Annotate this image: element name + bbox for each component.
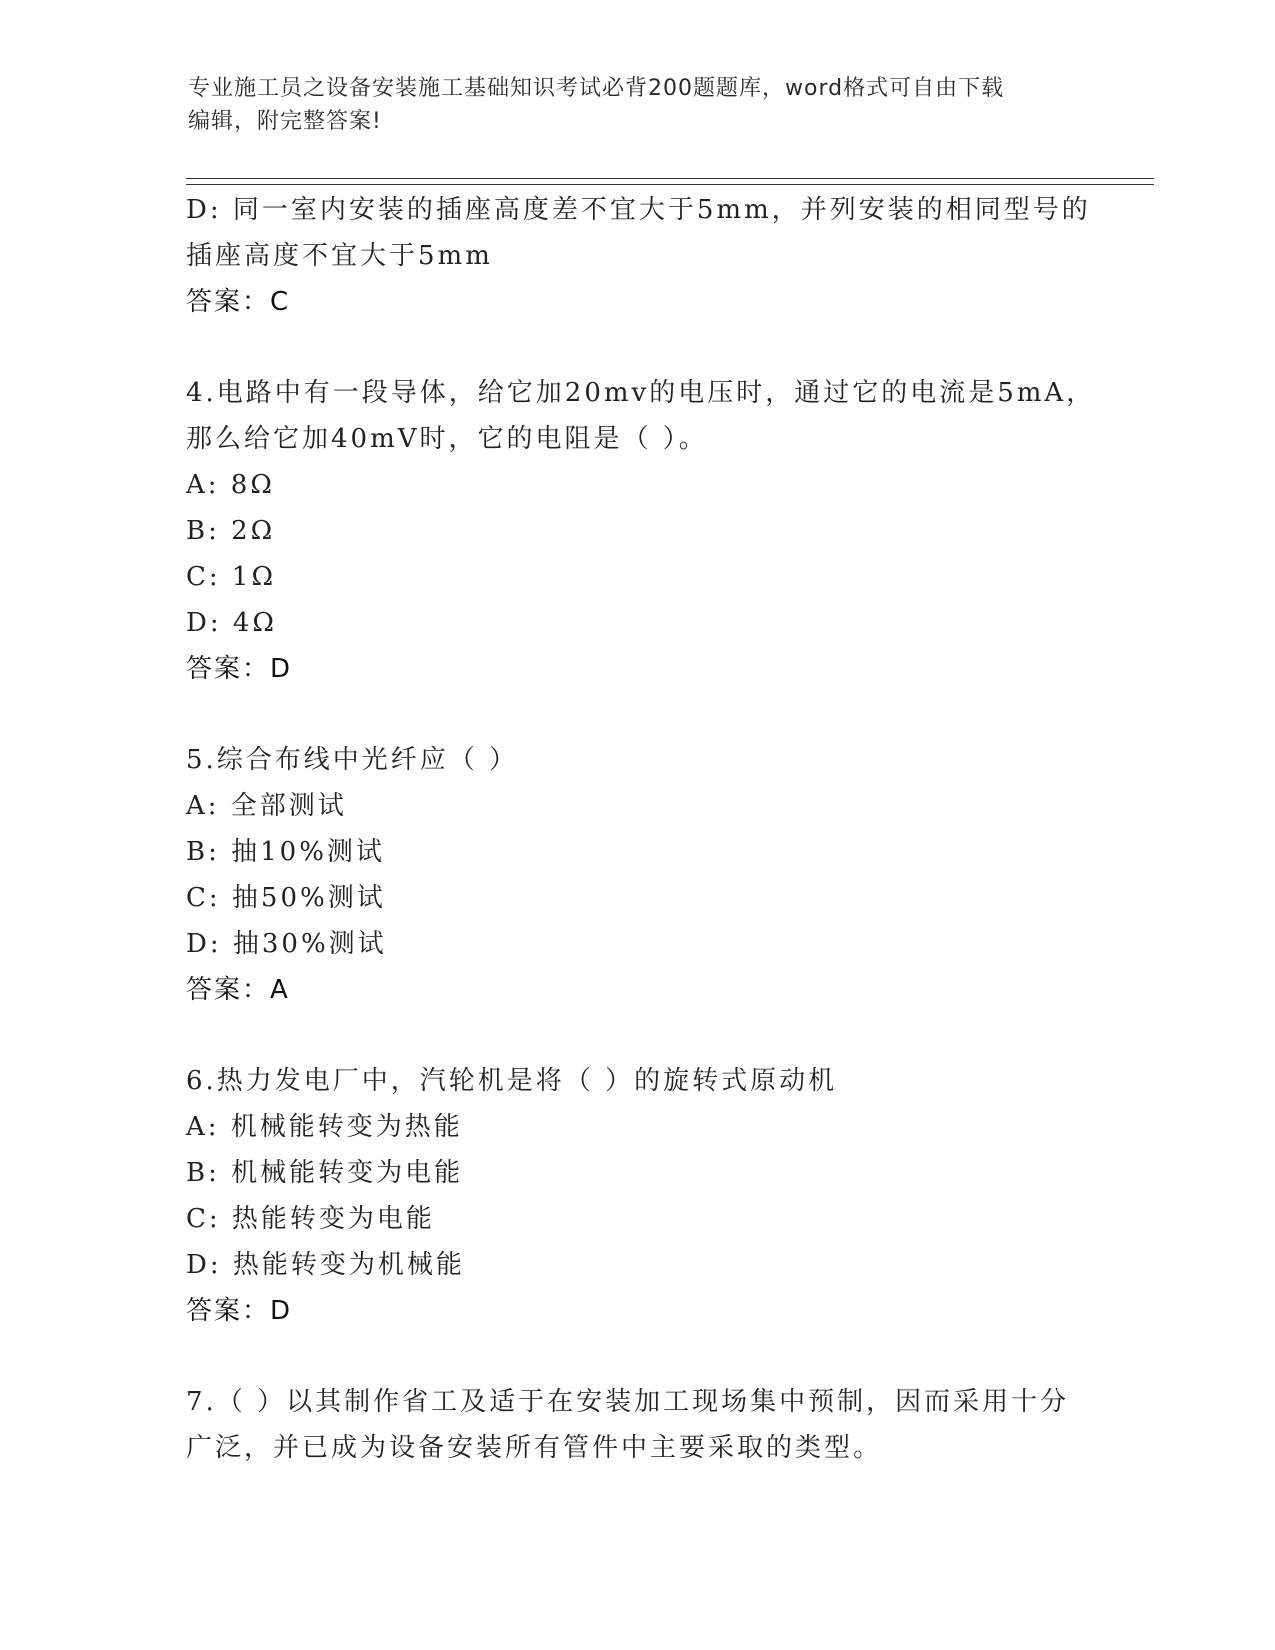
question-block-5 (186, 737, 1086, 1013)
option-d: D: 抽30%测试 (186, 929, 387, 959)
option-a: A: 机械能转变为热能 (186, 1112, 463, 1142)
header-title-line-1: 专业施工员之设备安装施工基础知识考试必背200题题库，word格式可自由下载 (188, 76, 1005, 101)
option-d: D: 同一室内安装的插座高度差不宜大于5mm，并列安装的相同型号的 (186, 195, 1091, 225)
option-d: D: 热能转变为机械能 (186, 1250, 465, 1280)
answer-line: 答案：D (186, 654, 293, 684)
question-block-prev (186, 187, 1091, 325)
question-stem-continued: 那么给它加40mV时，它的电阻是（ ）。 (186, 424, 708, 454)
document-header (188, 72, 1068, 138)
answer-line: 答案：A (186, 975, 290, 1005)
answer-line: 答案：C (186, 287, 291, 317)
option-b: B: 2Ω (186, 516, 276, 546)
option-b: B: 机械能转变为电能 (186, 1158, 464, 1188)
question-block-6 (186, 1058, 1086, 1334)
question-content (186, 187, 1096, 1471)
block-spacer (186, 1013, 1086, 1058)
header-divider-top (186, 178, 1154, 179)
option-d: D: 4Ω (186, 608, 277, 638)
option-b: B: 抽10%测试 (186, 837, 385, 867)
option-c: C: 1Ω (186, 562, 277, 592)
question-stem: 6.热力发电厂中，汽轮机是将（ ）的旋转式原动机 (186, 1066, 838, 1096)
question-stem: 5.综合布线中光纤应（ ） (186, 745, 519, 775)
header-title-line-2: 编辑，附完整答案! (188, 109, 382, 134)
block-spacer (186, 1334, 1086, 1379)
option-c: C: 热能转变为电能 (186, 1204, 435, 1234)
block-spacer (186, 325, 1086, 370)
block-spacer (186, 692, 1086, 737)
header-divider-bottom (186, 184, 1154, 185)
question-stem: 4.电路中有一段导体，给它加20mv的电压时，通过它的电流是5mA， (186, 378, 1096, 408)
question-block-4 (186, 370, 1096, 692)
option-a: A: 8Ω (186, 470, 275, 500)
option-c: C: 抽50%测试 (186, 883, 386, 913)
question-stem: 7.（ ）以其制作省工及适于在安装加工现场集中预制，因而采用十分 (186, 1387, 1070, 1417)
question-block-7 (186, 1379, 1086, 1471)
answer-line: 答案：D (186, 1296, 293, 1326)
question-stem-continued: 广泛，并已成为设备安装所有管件中主要采取的类型。 (186, 1433, 883, 1463)
option-a: A: 全部测试 (186, 791, 347, 821)
option-d-continued: 插座高度不宜大于5mm (186, 241, 493, 271)
